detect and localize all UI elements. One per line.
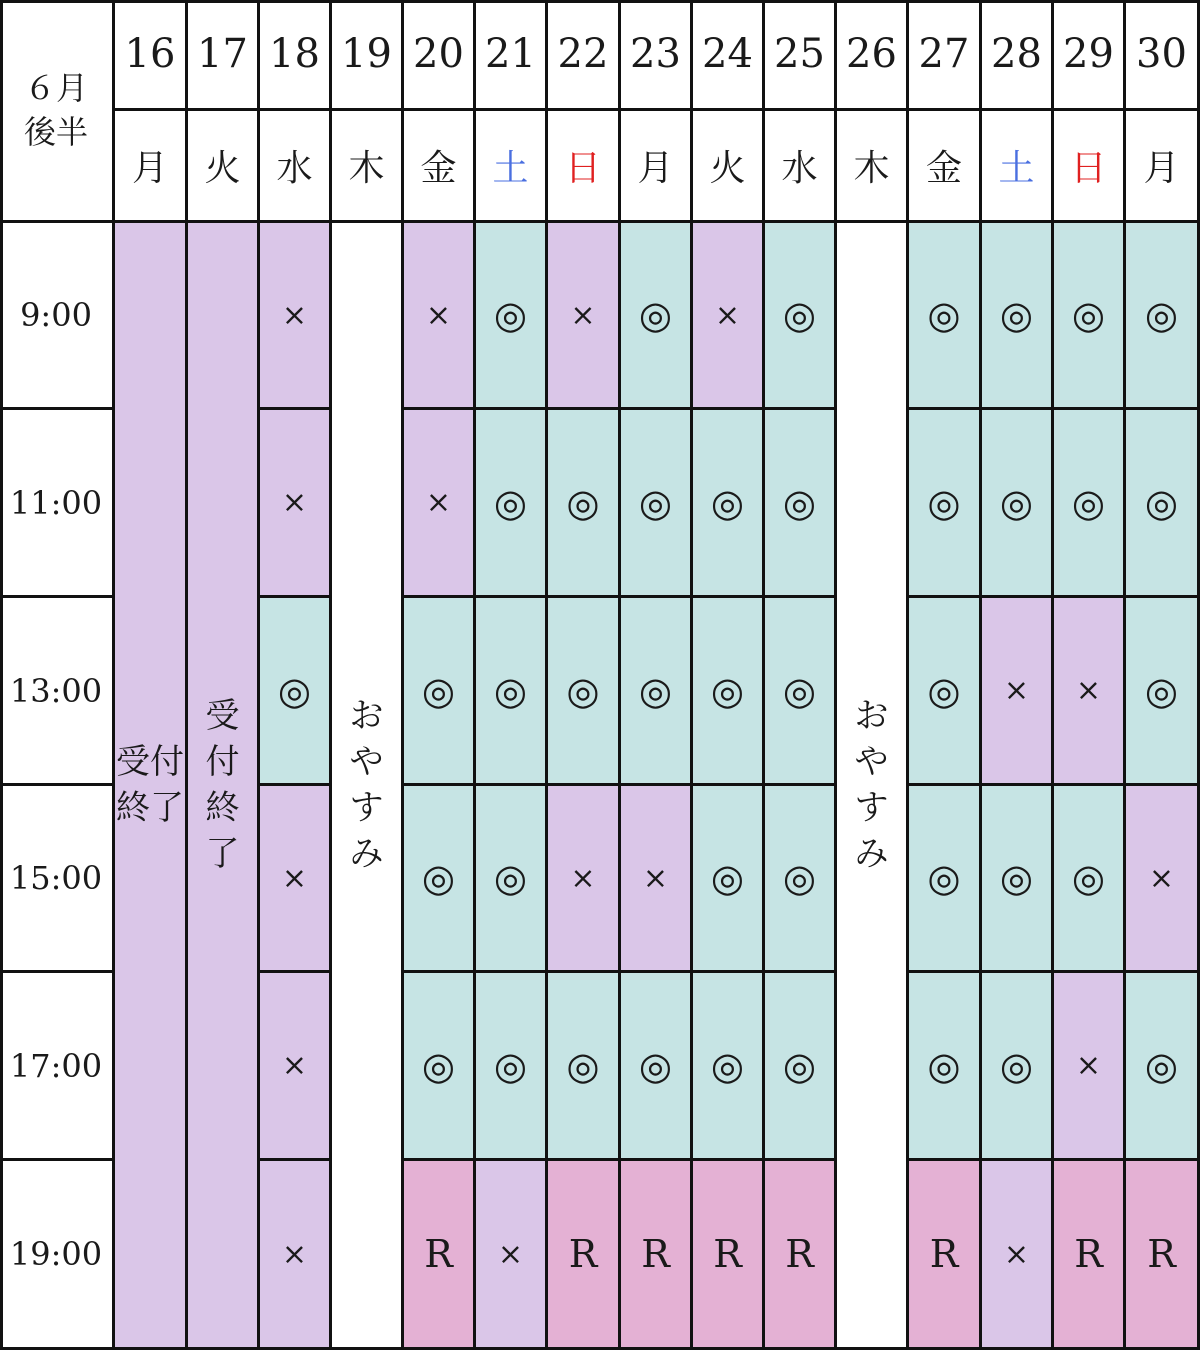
status-text: み	[349, 834, 384, 874]
full-day-status	[837, 223, 909, 1350]
weekday-header: 日	[1054, 111, 1126, 223]
slot-cell[interactable]: R	[1054, 1161, 1126, 1350]
weekday-header: 金	[909, 111, 982, 223]
month-label: ６月	[23, 69, 88, 107]
date-header: 22	[548, 0, 621, 111]
status-text: 付	[205, 742, 240, 782]
slot-cell[interactable]: ◎	[548, 410, 621, 598]
weekday-header: 水	[260, 111, 332, 223]
weekday-header: 日	[548, 111, 621, 223]
date-header: 18	[260, 0, 332, 111]
slot-cell[interactable]: ×	[260, 223, 332, 410]
slot-cell[interactable]: ◎	[909, 223, 982, 410]
slot-cell[interactable]: ◎	[693, 598, 765, 786]
date-header: 23	[621, 0, 693, 111]
slot-cell[interactable]: ◎	[621, 973, 693, 1161]
slot-cell[interactable]: ◎	[693, 410, 765, 598]
date-header: 25	[765, 0, 837, 111]
weekday-header: 土	[476, 111, 548, 223]
weekday-header: 木	[332, 111, 404, 223]
slot-cell[interactable]: ◎	[404, 786, 476, 973]
slot-cell[interactable]: ×	[982, 598, 1054, 786]
slot-cell[interactable]: ◎	[476, 973, 548, 1161]
status-text: 受	[205, 696, 240, 736]
slot-cell[interactable]: ×	[1126, 786, 1200, 973]
date-header: 19	[332, 0, 404, 111]
weekday-header: 金	[404, 111, 476, 223]
slot-cell[interactable]: ×	[260, 786, 332, 973]
weekday-header: 火	[693, 111, 765, 223]
slot-cell[interactable]: ◎	[621, 410, 693, 598]
slot-cell[interactable]: ◎	[765, 786, 837, 973]
slot-cell[interactable]: ◎	[1126, 223, 1200, 410]
status-text: 受付	[116, 742, 184, 782]
slot-cell[interactable]: ◎	[982, 973, 1054, 1161]
slot-cell[interactable]: ×	[476, 1161, 548, 1350]
slot-cell[interactable]: ×	[404, 223, 476, 410]
slot-cell[interactable]: ◎	[476, 598, 548, 786]
date-header: 28	[982, 0, 1054, 111]
slot-cell[interactable]: ×	[693, 223, 765, 410]
slot-cell[interactable]: ◎	[548, 598, 621, 786]
slot-cell[interactable]: ◎	[909, 786, 982, 973]
slot-cell[interactable]: ◎	[404, 598, 476, 786]
slot-cell[interactable]: R	[621, 1161, 693, 1350]
date-header: 17	[188, 0, 260, 111]
slot-cell[interactable]: ◎	[982, 410, 1054, 598]
slot-cell[interactable]: ◎	[982, 223, 1054, 410]
slot-cell[interactable]: ◎	[982, 786, 1054, 973]
weekday-header: 木	[837, 111, 909, 223]
date-header: 21	[476, 0, 548, 111]
slot-cell[interactable]: ◎	[476, 786, 548, 973]
weekday-header: 月	[621, 111, 693, 223]
weekday-header: 火	[188, 111, 260, 223]
full-day-status	[332, 223, 404, 1350]
slot-cell[interactable]: ×	[548, 223, 621, 410]
slot-cell[interactable]: R	[693, 1161, 765, 1350]
full-day-status	[188, 223, 260, 1350]
half-label: 後半	[23, 113, 88, 151]
slot-cell[interactable]: R	[909, 1161, 982, 1350]
slot-cell[interactable]: ×	[1054, 598, 1126, 786]
status-text: み	[854, 834, 889, 874]
slot-cell[interactable]: ◎	[909, 410, 982, 598]
status-text: す	[349, 788, 384, 828]
slot-cell[interactable]: ◎	[548, 973, 621, 1161]
time-label: 9:00	[0, 223, 115, 410]
time-label: 19:00	[0, 1161, 115, 1350]
slot-cell[interactable]: ◎	[476, 410, 548, 598]
slot-cell[interactable]: ◎	[1126, 973, 1200, 1161]
slot-cell[interactable]: ◎	[621, 223, 693, 410]
slot-cell[interactable]: ◎	[1126, 410, 1200, 598]
full-day-status	[115, 223, 188, 1350]
status-text: 了	[205, 834, 240, 874]
date-header: 24	[693, 0, 765, 111]
slot-cell[interactable]: ◎	[621, 598, 693, 786]
slot-cell[interactable]: ◎	[909, 973, 982, 1161]
slot-cell[interactable]: ◎	[693, 786, 765, 973]
date-header: 26	[837, 0, 909, 111]
slot-cell[interactable]: ◎	[693, 973, 765, 1161]
status-text: 終了	[116, 788, 184, 828]
slot-cell[interactable]: ×	[982, 1161, 1054, 1350]
date-header: 27	[909, 0, 982, 111]
slot-cell[interactable]: ×	[548, 786, 621, 973]
time-label: 17:00	[0, 973, 115, 1161]
slot-cell[interactable]: ◎	[1126, 598, 1200, 786]
status-text: や	[349, 742, 384, 782]
weekday-header: 水	[765, 111, 837, 223]
status-text: お	[349, 696, 384, 736]
weekday-header: 土	[982, 111, 1054, 223]
slot-cell[interactable]: ◎	[765, 223, 837, 410]
slot-cell[interactable]: ◎	[765, 410, 837, 598]
slot-cell[interactable]: ◎	[909, 598, 982, 786]
status-text: 終	[205, 788, 240, 828]
weekday-header: 月	[115, 111, 188, 223]
date-header: 29	[1054, 0, 1126, 111]
slot-cell[interactable]: ◎	[1054, 410, 1126, 598]
slot-cell[interactable]: R	[765, 1161, 837, 1350]
date-header: 16	[115, 0, 188, 111]
slot-cell[interactable]: ◎	[1054, 223, 1126, 410]
slot-cell[interactable]: ◎	[765, 973, 837, 1161]
status-text: や	[854, 742, 889, 782]
weekday-header: 月	[1126, 111, 1200, 223]
time-label: 15:00	[0, 786, 115, 973]
slot-cell[interactable]: R	[404, 1161, 476, 1350]
time-label: 13:00	[0, 598, 115, 786]
date-header: 20	[404, 0, 476, 111]
slot-cell[interactable]: ◎	[1054, 786, 1126, 973]
slot-cell[interactable]: R	[548, 1161, 621, 1350]
slot-cell[interactable]: ◎	[260, 598, 332, 786]
slot-cell[interactable]: ×	[404, 410, 476, 598]
slot-cell[interactable]: ◎	[404, 973, 476, 1161]
month-header	[0, 0, 115, 223]
status-text: す	[854, 788, 889, 828]
date-header: 30	[1126, 0, 1200, 111]
slot-cell[interactable]: ◎	[765, 598, 837, 786]
slot-cell[interactable]: ◎	[476, 223, 548, 410]
time-label: 11:00	[0, 410, 115, 598]
slot-cell[interactable]: ×	[260, 973, 332, 1161]
slot-cell[interactable]: R	[1126, 1161, 1200, 1350]
slot-cell[interactable]: ×	[1054, 973, 1126, 1161]
slot-cell[interactable]: ×	[260, 410, 332, 598]
slot-cell[interactable]: ×	[260, 1161, 332, 1350]
status-text: お	[854, 696, 889, 736]
slot-cell[interactable]: ×	[621, 786, 693, 973]
